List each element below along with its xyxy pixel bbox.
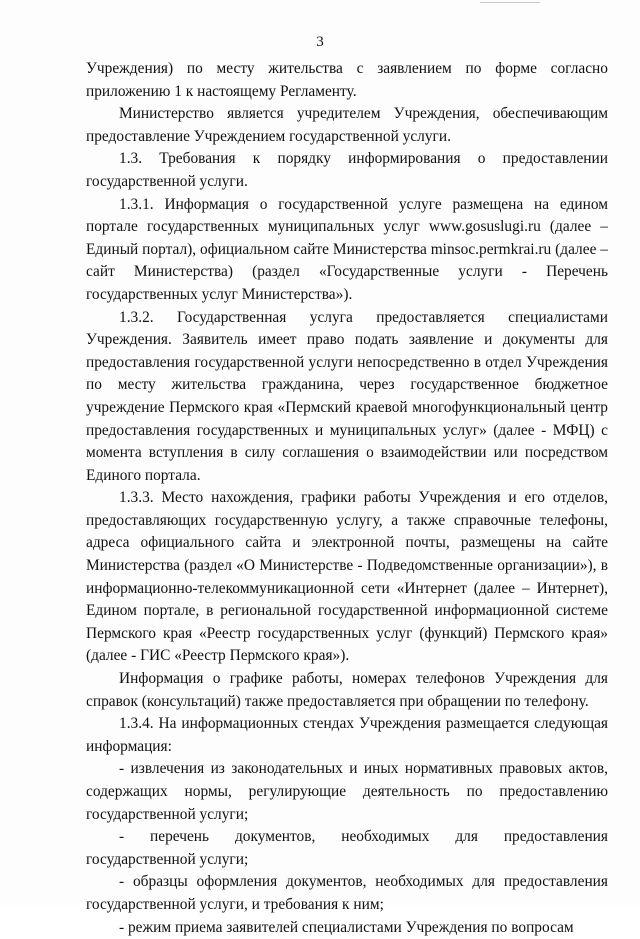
paragraph-1-3-4: 1.3.4. На информационных стендах Учреждения размещается следующая информация: (86, 715, 608, 755)
page-number: 3 (316, 34, 324, 50)
paragraph-1-3-1: 1.3.1. Информация о государственной услуге размещена на едином портале государственных муниципальных услуг www.gosuslugi.ru (далее – Единый портал), официальном сайте Министерства minsoc.permkrai.ru (далее – сайт Министерства) (раздел «Государственные услуги - Перечень государственных услуг Министерства»). (86, 195, 608, 303)
paragraph-1-3-3: 1.3.3. Место нахождения, графики работы Учреждения и его отделов, предоставляющих государственную услугу, а также справочные телефоны, адреса официального сайта и электронной почты, размещены на сайте Министерства (раздел «О Министерстве - Подведомственные организации»), в информационно-телекоммуникационной сети «Интернет (далее – Интернет), Едином портале, в региональной государственной информационной системе Пермского края «Реестр государственных услуг (функций) Пермского края» (далее - ГИС «Реестр Пермского края»). (86, 489, 608, 665)
list-item-reception-mode: - режим приема заявителей специалистами Учреждения по вопросам (119, 918, 574, 936)
list-item-documents: - перечень документов, необходимых для предоставления государственной услуги; (86, 828, 608, 868)
paragraph-1-3-heading: 1.3. Требования к порядку информирования о предоставлении государственной услуги. (86, 150, 608, 190)
top-edge-rule (480, 2, 540, 3)
paragraph-schedule-info: Информация о графике работы, номерах телефонов Учреждения для справок (консультаций) также предоставляется при обращении по телефону. (86, 670, 608, 710)
paragraph-1-3-2: 1.3.2. Государственная услуга предоставляется специалистами Учреждения. Заявитель имеет право подать заявление и документы для предоставления государственной услуги непосредственно в отдел Учреждения по месту жительства гражданина, через государственное бюджетное учреждение Пермского края «Пермский краевой многофункциональный центр предоставления государственных и муниципальных услуг» (далее - МФЦ) с момента вступления в силу соглашения о взаимодействии или посредством Единого портала. (86, 308, 608, 484)
list-item-extracts: - извлечения из законодательных и иных нормативных правовых актов, содержащих нормы, регулирующие деятельность по предоставлению государственной услуги; (86, 760, 608, 823)
document-body (86, 58, 608, 939)
list-item-samples: - образцы оформления документов, необходимых для предоставления государственной услуги, и требования к ним; (86, 873, 608, 913)
paragraph-continuation: Учреждения) по месту жительства с заявлением по форме согласно приложению 1 к настоящему Регламенту. (86, 60, 608, 100)
paragraph-ministry-founder: Министерство является учредителем Учреждения, обеспечивающим предоставление Учреждением государственной услуги. (86, 105, 608, 145)
